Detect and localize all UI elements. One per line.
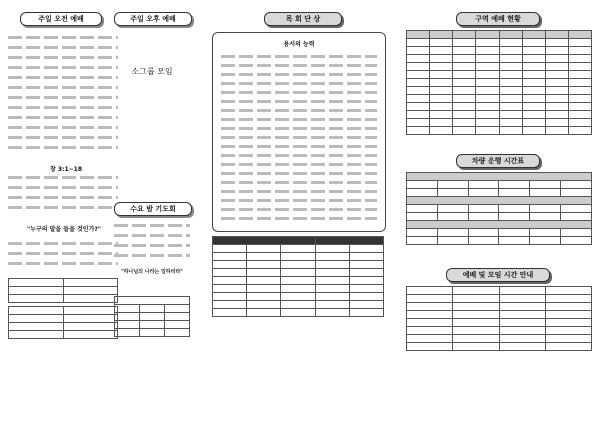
pm-service-column — [110, 6, 196, 416]
next-week-table — [114, 296, 190, 337]
vehicle-table — [406, 172, 592, 245]
am-order-of-worship — [8, 36, 118, 156]
am-duty-table — [8, 278, 118, 303]
sermon-title: "누구의 말을 들을 것인가?" — [27, 226, 101, 233]
sermon-reference: 창 3:1~18 — [49, 166, 82, 173]
district-table — [406, 30, 592, 135]
wed-theme: "하나님의 나라는 임하리라" — [121, 269, 183, 275]
column-section — [212, 6, 388, 416]
wed-service-heading: 수요 밤 기도회 — [114, 202, 192, 216]
column-text — [221, 55, 377, 225]
column-heading: 목 회 단 상 — [264, 12, 342, 26]
column-body — [212, 32, 386, 232]
schedule-table — [406, 286, 592, 351]
schedule-heading: 예배 및 모임 시간 안내 — [446, 268, 550, 282]
wed-details — [114, 224, 190, 264]
finance-table — [212, 236, 384, 317]
small-group-meeting: 소그룹 모임 — [131, 67, 173, 76]
am-roster-table — [8, 306, 118, 339]
am-service-heading: 주일 오전 예배 — [20, 12, 102, 26]
vehicle-heading: 차량 운행 시간표 — [456, 154, 540, 168]
am-order-continued — [8, 176, 118, 216]
district-heading: 구역 예배 현황 — [456, 12, 540, 26]
info-column — [406, 6, 592, 416]
column-title: 용서의 능력 — [283, 41, 315, 48]
pm-service-heading: 주일 오후 예배 — [114, 12, 192, 26]
am-notes — [8, 242, 118, 272]
